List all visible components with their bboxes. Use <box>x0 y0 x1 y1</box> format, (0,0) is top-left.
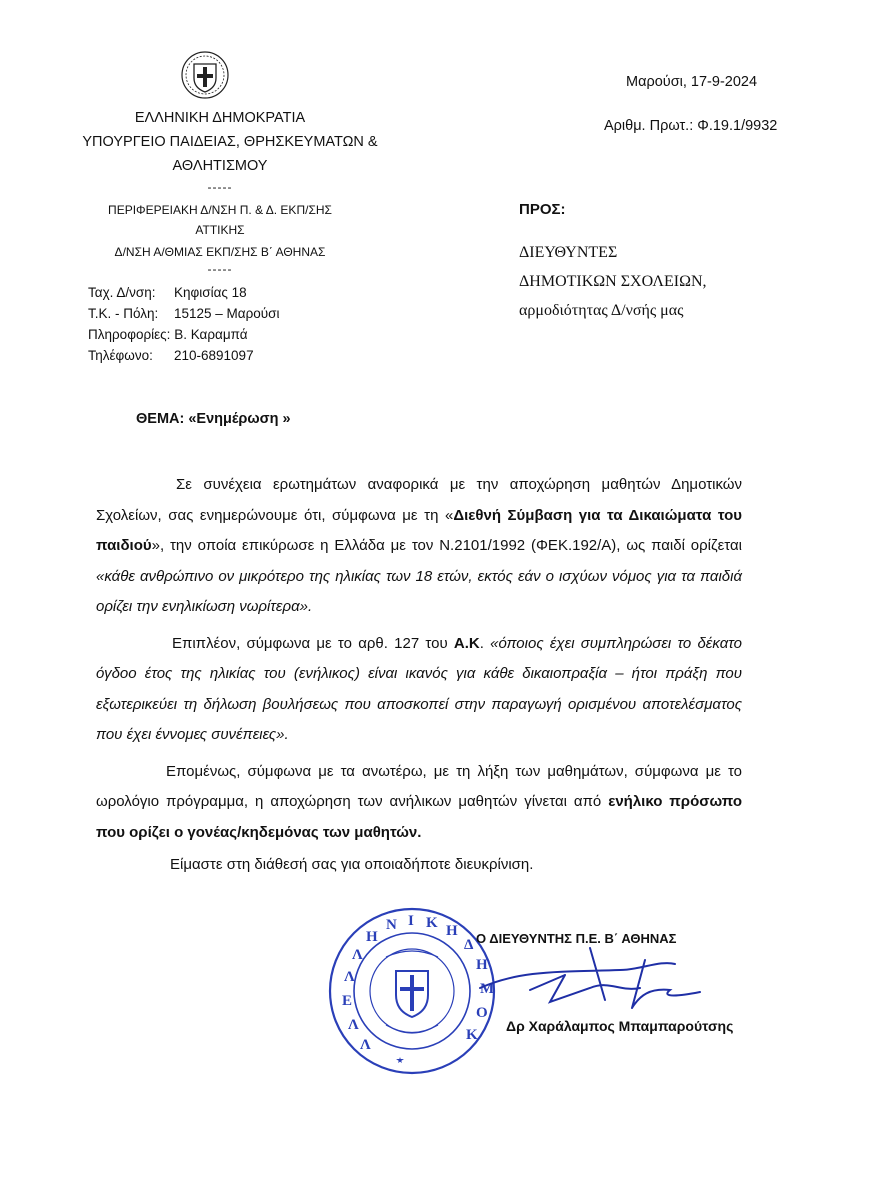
region-line-2: ΑΤΤΙΚΗΣ <box>195 223 245 237</box>
svg-text:Λ: Λ <box>360 1037 371 1053</box>
recipient-label: ΠΡΟΣ: <box>519 201 566 218</box>
phone-row <box>88 345 388 366</box>
separator: ----- <box>207 180 233 194</box>
svg-text:Η: Η <box>366 929 378 945</box>
postal-value: 15125 – Μαρούσι <box>174 306 280 321</box>
paragraph-4 <box>96 850 742 881</box>
subject-line: ΘΕΜΑ: «Ενημέρωση » <box>136 411 291 427</box>
p1-text-a: Σε συνέχεια ερωτημάτων αναφορικά με την αποχώρηση μαθητών Δημοτικών Σχολείων, σας ενημερώνουμε ότι, σύμφωνα με τη « <box>96 476 742 524</box>
info-label: Πληροφορίες: <box>88 327 171 342</box>
ministry-line-1: ΥΠΟΥΡΓΕΙΟ ΠΑΙΔΕΙΑΣ, ΘΡΗΣΚΕΥΜΑΤΩΝ & <box>82 134 378 150</box>
separator: ----- <box>207 262 233 276</box>
svg-text:Ν: Ν <box>386 917 397 933</box>
contact-block <box>88 282 388 366</box>
paragraph-3 <box>96 757 742 849</box>
p3-bold: ενήλικο πρόσωπο που ορίζει ο γονέας/κηδεμόνας των μαθητών. <box>96 793 742 841</box>
greek-emblem-icon <box>180 50 230 100</box>
svg-text:Λ: Λ <box>344 969 355 985</box>
p2-text-a: Επιπλέον, σύμφωνα με το αρθ. 127 του <box>172 634 454 652</box>
region-line-1: ΠΕΡΙΦΕΡΕΙΑΚΗ Δ/ΝΣΗ Π. & Δ. ΕΚΠ/ΣΗΣ <box>108 203 332 217</box>
svg-text:Κ: Κ <box>426 915 438 931</box>
p3-text-a: Επομένως, σύμφωνα με τα ανωτέρω, με τη λήξη των μαθημάτων, σύμφωνα με το ωρολόγιο πρόγραμμα, η αποχώρηση των ανήλικων μαθητών γίνεται από <box>96 762 742 810</box>
letter-body <box>96 470 742 881</box>
svg-text:Λ: Λ <box>352 947 363 963</box>
paragraph-2 <box>96 629 742 751</box>
p1-quote-italic: «κάθε ανθρώπινο ον μικρότερο της ηλικίας των 18 ετών, εκτός εάν ο ισχύων νόμος για τα παιδιά ορίζει την ενηλικίωση νωρίτερα». <box>96 567 742 615</box>
directorate-name: Δ/ΝΣΗ Α/ΘΜΙΑΣ ΕΚΠ/ΣΗΣ Β΄ ΑΘΗΝΑΣ <box>114 245 326 259</box>
svg-text:Λ: Λ <box>348 1017 359 1033</box>
recipient-line-2: ΔΗΜΟΤΙΚΩΝ ΣΧΟΛΕΙΩΝ, <box>519 273 707 290</box>
svg-text:Η: Η <box>446 923 458 939</box>
recipient-line-1: ΔΙΕΥΘΥΝΤΕΣ <box>519 244 618 261</box>
p1-convention-bold: Διεθνή Σύμβαση για τα Δικαιώματα του παιδιού <box>96 506 743 554</box>
p2-text-c: . <box>479 634 491 652</box>
svg-text:Ι: Ι <box>408 913 414 929</box>
svg-text:Δ: Δ <box>464 937 474 953</box>
svg-text:Ο: Ο <box>476 1005 488 1021</box>
info-value: Β. Καραμπά <box>174 327 248 342</box>
address-label: Ταχ. Δ/νση: <box>88 285 156 300</box>
p1-text-c: », την οποία επικύρωσε η Ελλάδα με τον Ν.2101/1992 (ΦΕΚ.192/Α), ως παιδί ορίζεται <box>151 537 742 554</box>
paragraph-1 <box>96 470 742 623</box>
protocol-number: Αριθμ. Πρωτ.: Φ.19.1/9932 <box>604 118 778 134</box>
ministry-line-2: ΑΘΛΗΤΙΣΜΟΥ <box>172 158 268 174</box>
postal-label: Τ.Κ. - Πόλη: <box>88 306 159 321</box>
postal-row <box>88 303 388 324</box>
recipient-line-3: αρμοδιότητας Δ/νσής μας <box>519 302 684 319</box>
p4-text: Είμαστε στη διάθεσή σας για οποιαδήποτε διευκρίνιση. <box>170 856 534 873</box>
p2-ak-bold: Α.Κ <box>453 634 480 652</box>
address-value: Κηφισίας 18 <box>174 285 247 300</box>
info-row <box>88 324 388 345</box>
place-date: Μαρούσι, 17-9-2024 <box>626 74 758 90</box>
phone-value: 210-6891097 <box>174 348 254 363</box>
p2-quote-italic: «όποιος έχει συμπληρώσει το δέκατο όγδοο έτος της ηλικίας του (ενήλικος) είναι ικανός για κάθε δικαιοπραξία – ήτοι πράξη που εξωτερικεύει τη δήλωση βουλήσεως που αποσκοπεί στην παραγωγή ορισμένου αποτελέσματος που έχει έννομες συνέπειες». <box>96 634 742 743</box>
address-row <box>88 282 388 303</box>
signatory-title: Ο ΔΙΕΥΘΥΝΤΗΣ Π.Ε. Β΄ ΑΘΗΝΑΣ <box>476 931 677 946</box>
recipient-block <box>519 238 707 325</box>
svg-text:Κ: Κ <box>466 1027 478 1043</box>
svg-text:Η: Η <box>476 957 488 973</box>
country-name: ΕΛΛΗΝΙΚΗ ΔΗΜΟΚΡΑΤΙΑ <box>134 110 306 126</box>
phone-label: Τηλέφωνο: <box>88 348 153 363</box>
signatory-name: Δρ Χαράλαμπος Μπαμπαρούτσης <box>506 1018 734 1034</box>
svg-text:Μ: Μ <box>480 981 495 997</box>
svg-text:Ε: Ε <box>342 993 353 1009</box>
